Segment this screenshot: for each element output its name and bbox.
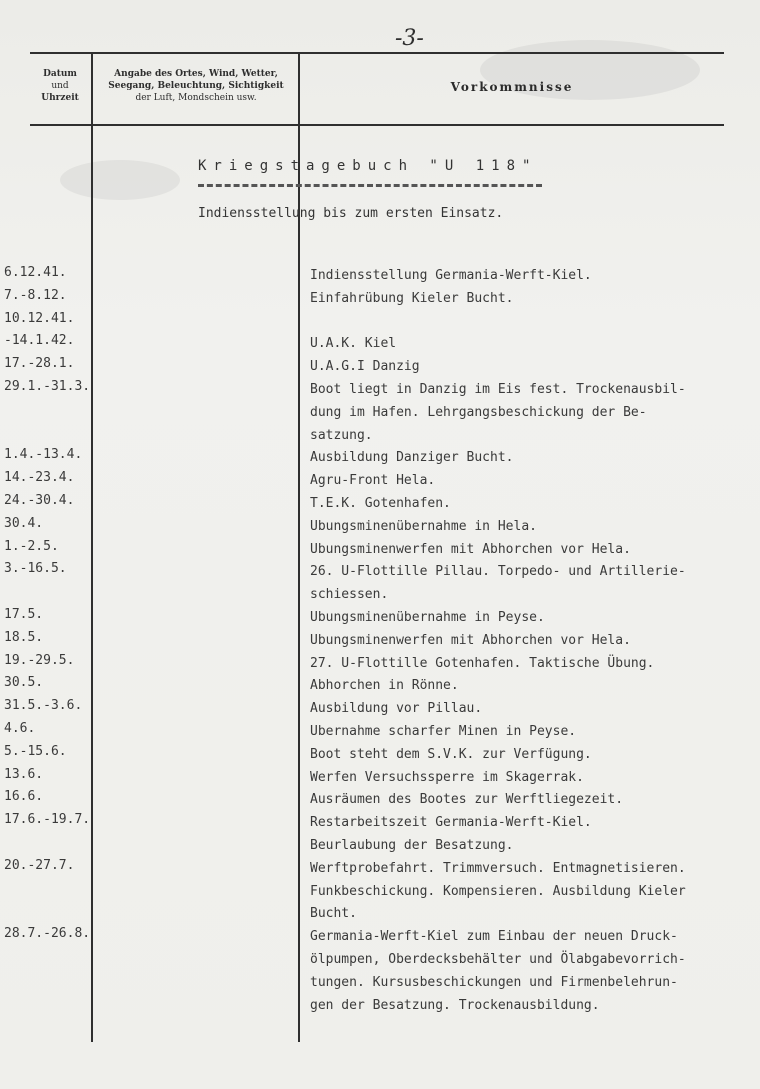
entry-text <box>310 333 750 356</box>
entry-text-line: Bucht. <box>310 906 357 922</box>
entry-text <box>310 470 750 493</box>
entry-date: 17.5. <box>4 607 44 622</box>
entry-date: 7.-8.12. <box>4 287 67 303</box>
entry-date: 10.12.41. <box>4 310 75 326</box>
entry-text-line: U.A.G.I Danzig <box>310 359 420 375</box>
entry-date: 13.6. <box>4 766 44 782</box>
entry-text-line: Ubungsminenübernahme in Hela. <box>310 518 537 534</box>
header-events: Vorkommnisse <box>450 80 574 94</box>
entry-date: -14.1.42. <box>4 333 75 349</box>
entry-text-line: Agru-Front Hela. <box>310 473 436 489</box>
entry-date: 5.-15.6. <box>4 743 67 759</box>
entry-text <box>310 812 750 858</box>
entry-text <box>310 493 750 516</box>
header-date-line: Uhrzeit <box>41 93 79 103</box>
entry-text <box>310 653 750 676</box>
entry-text <box>310 789 750 812</box>
header-date-line: und <box>51 81 69 91</box>
entry-text <box>310 744 750 767</box>
entry-text <box>310 607 750 630</box>
entry-text <box>310 356 750 379</box>
entry-date: 14.-23.4. <box>4 470 75 486</box>
entry-text <box>310 721 750 744</box>
entry-date: 29.1.-31.3. <box>4 379 91 394</box>
entry-text-line: Indiensstellung Germania-Werft-Kiel. <box>310 268 592 283</box>
entry-text <box>310 926 750 1017</box>
entry-date: 6.12.41. <box>4 265 67 280</box>
entry-text-line: Beurlaubung der Besatzung. <box>310 837 514 853</box>
page-number: -3- <box>395 26 424 51</box>
entry-text-line: 27. U-Flottille Gotenhafen. Taktische Übung. <box>310 655 655 671</box>
entry-text-line: Germania-Werft-Kiel zum Einbau der neuen Druck- <box>310 929 678 945</box>
title-underline <box>198 184 542 187</box>
entry-text-line: gen der Besatzung. Trockenausbildung. <box>310 997 600 1013</box>
entry-date: 20.-27.7. <box>4 857 75 873</box>
entry-date: 18.5. <box>4 629 44 645</box>
entry-text <box>310 516 750 539</box>
entry-text-line: Boot steht dem S.V.K. zur Verfügung. <box>310 746 592 762</box>
entry-date: 24.-30.4. <box>4 493 75 508</box>
entry-text-line: Werftprobefahrt. Trimmversuch. Entmagnetisieren. <box>310 860 686 876</box>
entry-text-line: Ubungsminenwerfen mit Abhorchen vor Hela. <box>310 541 631 557</box>
entry-date: 17.-28.1. <box>4 356 75 372</box>
entry-text-line <box>310 311 750 334</box>
entry-text-line: Funkbeschickung. Kompensieren. Ausbildung Kieler <box>310 883 686 899</box>
entry-text <box>310 447 750 470</box>
entry-text <box>310 379 750 447</box>
entry-text <box>310 561 750 607</box>
entry-text-line: satzung. <box>310 427 373 443</box>
entry-text-line: Abhorchen in Rönne. <box>310 678 459 694</box>
entry-text-line: Werfen Versuchssperre im Skagerrak. <box>310 769 584 785</box>
entry-text-line: schiessen. <box>310 587 389 603</box>
entry-text-line: Ubernahme scharfer Minen in Peyse. <box>310 724 577 739</box>
entry-text-line: Boot liegt in Danzig im Eis fest. Trockenausbil- <box>310 382 686 397</box>
header-date-line: Datum <box>43 69 77 79</box>
entry-text <box>310 698 750 721</box>
header-location-line: Angabe des Ortes, Wind, Wetter, <box>114 69 278 79</box>
entry-text <box>310 630 750 653</box>
document-title: Kriegstagebuch "U 118" <box>198 158 538 174</box>
entry-date: 1.-2.5. <box>4 538 59 554</box>
header-date-time <box>30 68 90 104</box>
entry-text-line: Ausbildung Danziger Bucht. <box>310 450 514 466</box>
entry-text <box>310 288 750 311</box>
header-location-line: Seegang, Beleuchtung, Sichtigkeit <box>108 81 284 91</box>
entry-text-line: Restarbeitszeit Germania-Werft-Kiel. <box>310 815 592 831</box>
column-divider-2 <box>298 52 300 1042</box>
entry-text <box>310 311 750 334</box>
entry-date: 16.6. <box>4 789 44 805</box>
entry-text-line: T.E.K. Gotenhafen. <box>310 496 451 511</box>
header-location-line: der Luft, Mondschein usw. <box>135 93 257 103</box>
entry-text-line: Ubungsminenübernahme in Peyse. <box>310 610 545 625</box>
entry-text-line: dung im Hafen. Lehrgangsbeschickung der Be- <box>310 404 647 420</box>
document-subtitle: Indiensstellung bis zum ersten Einsatz. <box>198 206 504 221</box>
header-location-weather <box>94 68 298 104</box>
entry-date: 30.4. <box>4 515 44 531</box>
entry-text-line: Einfahrübung Kieler Bucht. <box>310 290 514 306</box>
entry-text-line: tungen. Kursusbeschickungen und Firmenbelehrun- <box>310 974 678 990</box>
entry-date: 1.4.-13.4. <box>4 447 83 463</box>
entry-text-line: ölpumpen, Oberdecksbehälter und Ölabgabevorrich- <box>310 951 686 967</box>
entry-date: 31.5.-3.6. <box>4 698 83 714</box>
entry-date: 3.-16.5. <box>4 561 67 577</box>
entry-text-line: Ausräumen des Bootes zur Werftliegezeit. <box>310 792 624 808</box>
column-divider-1 <box>91 52 93 1042</box>
entry-date: 17.6.-19.7. <box>4 812 91 828</box>
header-bottom-rule <box>30 124 724 126</box>
entry-text <box>310 858 750 926</box>
entry-date: 19.-29.5. <box>4 652 75 668</box>
entry-text <box>310 539 750 562</box>
entry-date: 28.7.-26.8. <box>4 926 91 942</box>
entry-text <box>310 767 750 790</box>
entry-text-line: U.A.K. Kiel <box>310 336 397 352</box>
entry-text <box>310 675 750 698</box>
entry-text-line: Ausbildung vor Pillau. <box>310 701 483 717</box>
entry-text <box>310 265 750 288</box>
entry-date: 30.5. <box>4 675 44 691</box>
entry-text-line: Ubungsminenwerfen mit Abhorchen vor Hela. <box>310 632 631 648</box>
entry-date: 4.6. <box>4 721 36 736</box>
header-top-rule <box>30 52 724 54</box>
entry-text-line: 26. U-Flottille Pillau. Torpedo- und Artillerie- <box>310 564 686 580</box>
paper-smudge <box>60 160 180 200</box>
